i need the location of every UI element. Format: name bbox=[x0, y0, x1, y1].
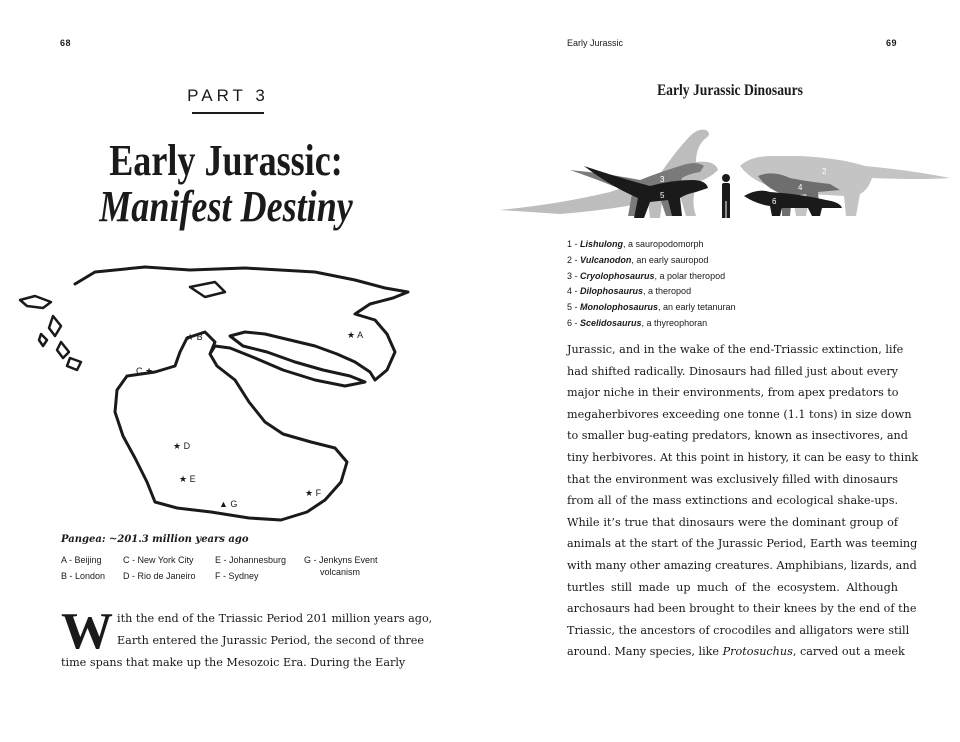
silhouette-num-3: 3 bbox=[660, 175, 665, 184]
right-body-line: Triassic, the ancestors of crocodiles and alligators were still bbox=[567, 623, 910, 637]
silhouette-num-2: 2 bbox=[822, 167, 827, 176]
map-label-e: ★ E bbox=[179, 474, 196, 484]
map-label-f: ★ F bbox=[305, 488, 322, 498]
map-label-a: ★ A bbox=[347, 330, 364, 340]
chapter-title-line2: Manifest Destiny bbox=[99, 182, 353, 231]
right-body-line: had shifted radically. Dinosaurs had filled just about every bbox=[567, 364, 898, 378]
right-body-line: that the environment was exclusively filled with dinosaurs bbox=[567, 472, 898, 486]
silhouette-num-4: 4 bbox=[798, 183, 803, 192]
left-body-text bbox=[61, 603, 433, 674]
left-page-number: 68 bbox=[60, 38, 72, 48]
part-label: PART 3 bbox=[187, 86, 269, 105]
legend-e: E - Johannesburg bbox=[215, 555, 287, 565]
chapter-title bbox=[78, 138, 373, 230]
right-body-line: major niche in their environments, from apex predators to bbox=[567, 386, 899, 400]
drop-cap: W bbox=[61, 603, 113, 660]
right-body-line: with many other amazing creatures. Amphibians, lizards, and bbox=[567, 558, 917, 572]
pangea-outline bbox=[75, 267, 408, 520]
legend-b: B - London bbox=[61, 571, 106, 581]
right-body-line-last: around. Many species, like Protosuchus, carved out a meek bbox=[567, 645, 905, 659]
map-caption: Pangea: ~201.3 million years ago bbox=[61, 534, 249, 545]
pangea-map bbox=[15, 262, 415, 527]
map-label-c: C ★ bbox=[136, 366, 154, 376]
map-legend bbox=[61, 553, 401, 593]
legend-g: G - Jenkyns Event bbox=[304, 555, 378, 565]
western-island-3 bbox=[57, 342, 69, 358]
map-label-b: ★ B bbox=[186, 332, 203, 342]
map-label-d: ★ D bbox=[173, 441, 191, 451]
western-island-2 bbox=[49, 316, 61, 336]
dinosaur-silhouettes bbox=[500, 122, 955, 222]
left-body-line: time spans that make up the Mesozoic Era. During the Early bbox=[61, 656, 406, 669]
silhouette-num-6: 6 bbox=[772, 197, 777, 206]
species-item: 1 - Lishulong, a sauropodomorph bbox=[567, 239, 704, 249]
map-label-g: ▲ G bbox=[219, 499, 238, 509]
right-body-line: to smaller bug-eating predators, known as insectivores, and bbox=[567, 429, 908, 443]
species-item: 3 - Cryolophosaurus, a polar theropod bbox=[567, 270, 726, 281]
legend-f: F - Sydney bbox=[215, 571, 259, 581]
silhouette-num-1: 1 bbox=[660, 157, 665, 166]
species-item: 5 - Monolophosaurus, an early tetanuran bbox=[567, 302, 736, 313]
right-body-line: turtles still made up much of the ecosystem. Although bbox=[567, 580, 898, 594]
species-item: 4 - Dilophosaurus, a theropod bbox=[567, 286, 692, 297]
species-list bbox=[567, 237, 887, 332]
human-scale-silhouette bbox=[722, 174, 730, 218]
right-body-line: animals at the start of the Jurassic Period, Earth was teeming bbox=[567, 537, 918, 551]
right-body-line: from all of the mass extinctions and ecological shake-ups. bbox=[567, 494, 898, 508]
legend-c: C - New York City bbox=[123, 555, 194, 565]
western-island-1 bbox=[20, 296, 51, 308]
figure-title: Early Jurassic Dinosaurs bbox=[657, 82, 803, 99]
legend-d: D - Rio de Janeiro bbox=[123, 571, 196, 581]
species-item: 2 - Vulcanodon, an early sauropod bbox=[567, 254, 709, 265]
right-body-line: tiny herbivores. At this point in history, it can be easy to think bbox=[567, 450, 919, 464]
right-page-number: 69 bbox=[886, 38, 898, 48]
right-body-line: archosaurs had been brought to their knees by the end of the bbox=[567, 602, 917, 616]
right-body-line: megaherbivores exceeding one tonne (1.1 tons) in size down bbox=[567, 407, 912, 421]
western-island-5 bbox=[39, 334, 47, 346]
northern-inlet bbox=[190, 282, 225, 297]
legend-a: A - Beijing bbox=[61, 555, 102, 565]
chapter-title-line1: Early Jurassic: bbox=[109, 136, 343, 185]
right-body-line: Jurassic, and in the wake of the end-Triassic extinction, life bbox=[567, 343, 904, 356]
part-rule bbox=[192, 112, 264, 114]
left-body-line: ith the end of the Triassic Period 201 million years ago, bbox=[117, 612, 433, 625]
right-body-line: While it’s true that dinosaurs were the dominant group of bbox=[567, 515, 898, 529]
running-head: Early Jurassic bbox=[567, 38, 624, 48]
legend-g-cont: volcanism bbox=[320, 567, 361, 577]
western-island-4 bbox=[67, 358, 81, 370]
left-body-line: Earth entered the Jurassic Period, the second of three bbox=[117, 633, 425, 647]
species-item: 6 - Scelidosaurus, a thyreophoran bbox=[567, 317, 708, 328]
right-body-text bbox=[567, 339, 919, 663]
silhouette-num-5: 5 bbox=[660, 191, 665, 200]
